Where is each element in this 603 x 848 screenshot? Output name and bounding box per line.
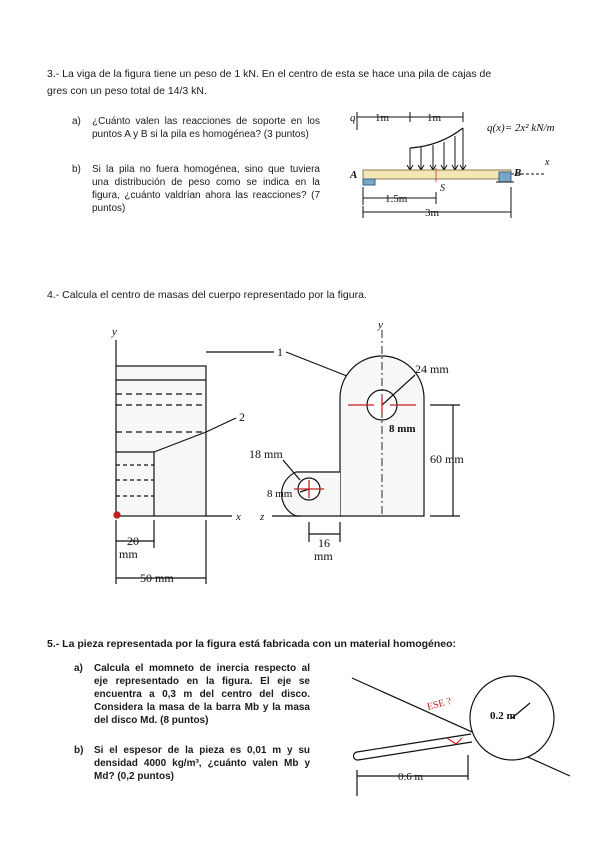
dim-8mm-top: 8 mm <box>389 423 416 435</box>
dim-bar-length: 0.6 m <box>398 771 424 783</box>
q3-b-label: b) <box>72 164 81 175</box>
body-label-1: 1 <box>277 345 283 359</box>
q3-a-text: ¿Cuánto valen las reacciones de soporte en los puntos A y B si la pila es homogénea? (3 puntos) <box>92 116 320 140</box>
dim-24mm: 24 mm <box>415 362 449 376</box>
dim-20: 20 <box>127 534 139 548</box>
beam-x-axis: x <box>545 157 550 168</box>
q3-b-text: Si la pila no fuera homogénea, sino que tuviera una distribución de peso como se indica en la figura, ¿cuánto valdrían ahora las reacciones? (7 puntos) <box>92 164 320 214</box>
beam-dim-1m-b: 1m <box>427 112 442 124</box>
dim-16: 16 <box>318 536 330 550</box>
beam-q-label: q <box>350 112 356 124</box>
q5-a-text: Calcula el momneto de inercia respecto al eje representado en la figura. El eje se encuentra a 0,3 m del centro del disco. Considera la masa de la barra Mb y la masa del disco Md. (8 puntos) <box>94 663 310 726</box>
q5-b-label: b) <box>74 745 84 756</box>
dim-16-unit: mm <box>314 549 333 563</box>
q5-a-label: a) <box>74 663 83 674</box>
dim-radius: 0.2 m <box>490 710 516 722</box>
body-y-axis-left: y <box>112 326 117 338</box>
handwritten-note: ESE ? <box>425 695 453 713</box>
q5-part-a <box>74 662 310 727</box>
dim-8mm-bottom: 8 mm <box>267 488 293 500</box>
beam-point-b: B <box>514 167 522 179</box>
q5-part-b <box>74 744 310 783</box>
dim-18mm: 18 mm <box>249 447 283 461</box>
q3-a-label: a) <box>72 116 81 127</box>
dim-20-unit: mm <box>119 547 138 561</box>
beam-dim-1m-a: 1m <box>375 112 390 124</box>
dim-50mm: 50 mm <box>140 571 174 585</box>
bar-disc-figure <box>352 676 570 796</box>
beam-dim-1-5m: 1.5m <box>385 193 408 205</box>
q3-line2: gres con un peso total de 14/3 kN. <box>47 85 207 97</box>
beam-dim-3m: 3m <box>425 207 440 219</box>
beam-load-label: q(x)= 2x² kN/m <box>487 122 555 134</box>
q4-title: 4.- Calcula el centro de masas del cuerpo representado por la figura. <box>47 289 367 301</box>
q3-line1: 3.- La viga de la figura tiene un peso de 1 kN. En el centro de esta se hace una pila de cajas de <box>47 68 492 80</box>
body-x-axis: x <box>236 511 241 523</box>
body-z-axis: z <box>260 511 265 523</box>
q5-title: 5.- La pieza representada por la figura está fabricada con un material homogéneo: <box>47 638 457 650</box>
handwritten-mark <box>447 738 462 744</box>
q5-b-text: Si el espesor de la pieza es 0,01 m y su densidad 4000 kg/m³, ¿cuánto valen Mb y Md? (0,2 puntos) <box>94 745 310 782</box>
dim-60mm: 60 mm <box>430 452 464 466</box>
body-y-axis-right: y <box>378 319 383 331</box>
composite-body-figure <box>116 330 460 584</box>
beam-point-a: A <box>350 169 358 181</box>
body-label-2: 2 <box>239 410 245 424</box>
beam-point-s: S <box>440 183 445 194</box>
